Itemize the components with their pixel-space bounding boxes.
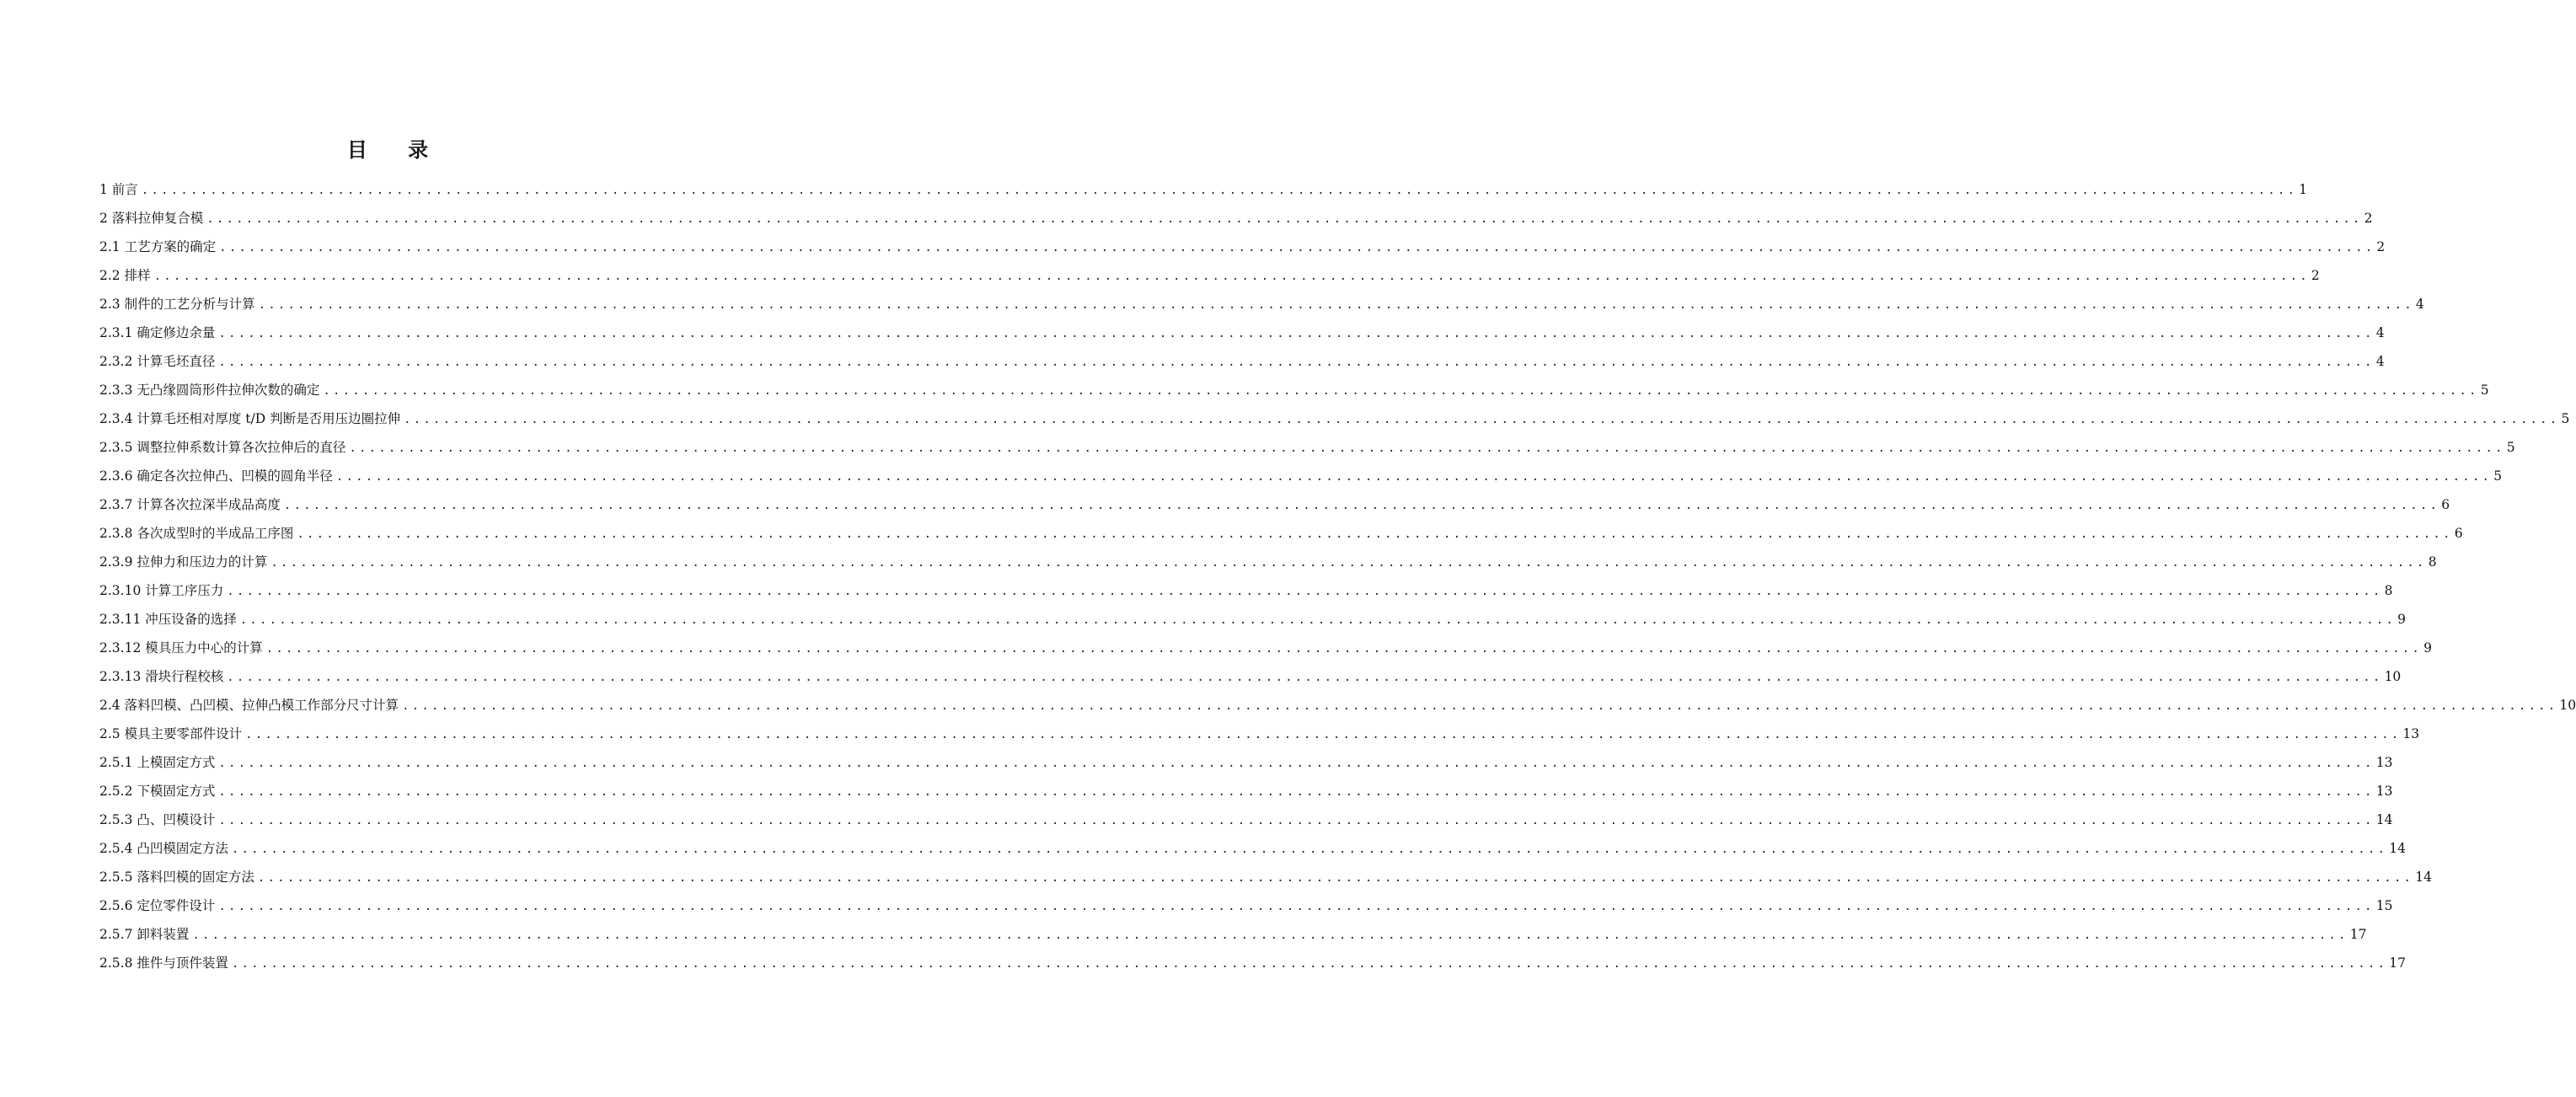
toc-dot-leader: ............................................................................................................................................................................................................................ [283,499,2440,512]
toc-dot-leader: ............................................................................................................................................................................................................................ [257,871,2414,885]
toc-dot-leader: ............................................................................................................................................................................................................................ [192,928,2348,942]
toc-entry-label: 2.3.3 无凸缘圆筒形件拉伸次数的确定 [99,383,320,398]
toc-entry-label: 2.3.2 计算毛坯直径 [99,354,216,369]
toc-entry-page-number: 4 [2375,325,2385,340]
toc-entry[interactable] [99,204,2373,233]
toc-list [99,175,2576,977]
toc-entry-page-number: 13 [2375,755,2393,770]
toc-entry-page-number: 9 [2397,612,2406,627]
toc-entry-label: 2.5.1 上模固定方式 [99,755,216,770]
toc-dot-leader: ............................................................................................................................................................................................................................ [218,900,2375,913]
toc-entry[interactable] [99,175,2307,204]
toc-entry-label: 2.3.1 确定修边余量 [99,325,216,340]
toc-entry-label: 2.5.3 凸、凹模设计 [99,812,216,827]
toc-entry-label: 2.5.5 落料凹模的固定方法 [99,870,254,885]
toc-entry[interactable] [99,490,2450,519]
toc-entry-label: 2.3.6 确定各次拉伸凸、凹模的圆角半径 [99,468,333,484]
toc-entry-page-number: 14 [2375,812,2393,827]
toc-dot-leader: ............................................................................................................................................................................................................................ [141,184,2298,197]
toc-entry-label: 2.3.9 拉伸力和压边力的计算 [99,554,268,570]
toc-dot-leader: ............................................................................................................................................................................................................................ [218,785,2375,799]
toc-entry-label: 2 落料拉伸复合模 [99,211,204,226]
toc-dot-leader: ............................................................................................................................................................................................................................ [404,413,2560,426]
toc-entry-page-number: 13 [2402,726,2420,741]
toc-entry-label: 2.1 工艺方案的确定 [99,239,217,254]
toc-dot-leader: ............................................................................................................................................................................................................................ [206,212,2363,226]
toc-entry[interactable] [99,805,2393,834]
toc-entry-label: 2.3.11 冲压设备的选择 [99,612,237,627]
toc-entry[interactable] [99,462,2503,490]
toc-entry[interactable] [99,634,2432,662]
toc-entry-label: 2.5 模具主要零部件设计 [99,726,243,741]
toc-entry[interactable] [99,576,2393,605]
toc-entry-label: 2.3.8 各次成型时的半成品工序图 [99,526,294,541]
toc-entry-page-number: 14 [2415,870,2432,885]
toc-entry-page-number: 5 [2493,468,2503,484]
toc-dot-leader: ............................................................................................................................................................................................................................ [227,585,2383,598]
toc-entry-page-number: 6 [2441,497,2450,512]
toc-entry-label: 1 前言 [99,182,138,197]
toc-entry-label: 2.3.10 计算工序压力 [99,583,224,598]
toc-dot-leader: ............................................................................................................................................................................................................................ [335,470,2493,484]
toc-entry-page-number: 8 [2384,583,2393,598]
toc-entry-label: 2.5.4 凸凹模固定方法 [99,841,228,856]
toc-dot-leader: ............................................................................................................................................................................................................................ [245,728,2402,741]
toc-dot-leader: ............................................................................................................................................................................................................................ [258,298,2414,312]
toc-entry[interactable] [99,777,2393,805]
toc-entry-page-number: 17 [2389,955,2406,971]
toc-entry-label: 2.5.7 卸料装置 [99,927,190,942]
toc-entry-page-number: 17 [2349,927,2367,942]
toc-entry-page-number: 6 [2454,526,2463,541]
toc-dot-leader: ............................................................................................................................................................................................................................ [323,384,2479,398]
toc-entry[interactable] [99,863,2432,891]
toc-entry-label: 2.3.4 计算毛坯相对厚度 t/D 判断是否用压边圈拉伸 [99,411,401,426]
toc-entry-page-number: 8 [2428,554,2437,570]
toc-entry-page-number: 5 [2480,383,2489,398]
toc-entry[interactable] [99,548,2437,576]
toc-dot-leader: ............................................................................................................................................................................................................................ [219,241,2375,254]
toc-dot-leader: ............................................................................................................................................................................................................................ [349,441,2505,455]
toc-entry[interactable] [99,605,2406,634]
toc-entry[interactable] [99,318,2385,347]
toc-entry-label: 2.5.2 下模固定方式 [99,784,216,799]
toc-entry-label: 2.4 落料凹模、凸凹模、拉伸凸模工作部分尺寸计算 [99,698,399,713]
toc-entry-page-number: 15 [2375,898,2393,913]
toc-dot-leader: ............................................................................................................................................................................................................................ [218,814,2375,827]
toc-entry-page-number: 13 [2375,784,2393,799]
toc-entry-page-number: 4 [2375,354,2385,369]
toc-entry[interactable] [99,891,2393,920]
toc-entry[interactable] [99,720,2420,748]
toc-entry-label: 2.3.13 滑块行程校核 [99,669,224,684]
toc-dot-leader: ............................................................................................................................................................................................................................ [270,556,2427,570]
toc-entry-label: 2.3 制件的工艺分析与计算 [99,297,255,312]
toc-dot-leader: ............................................................................................................................................................................................................................ [297,527,2453,541]
toc-entry[interactable] [99,347,2385,376]
toc-entry[interactable] [99,233,2386,261]
toc-entry-page-number: 4 [2415,297,2424,312]
toc-dot-leader: ............................................................................................................................................................................................................................ [231,843,2388,856]
toc-entry-label: 2.2 排样 [99,268,151,283]
toc-entry[interactable] [99,519,2463,548]
toc-entry-page-number: 5 [2561,411,2570,426]
toc-dot-leader: ............................................................................................................................................................................................................................ [218,757,2375,770]
toc-entry-label: 2.5.6 定位零件设计 [99,898,216,913]
toc-entry-label: 2.3.7 计算各次拉深半成品高度 [99,497,281,512]
toc-entry[interactable] [99,404,2570,433]
toc-dot-leader: ............................................................................................................................................................................................................................ [231,957,2388,971]
toc-entry[interactable] [99,261,2320,290]
toc-dot-leader: ............................................................................................................................................................................................................................ [218,356,2375,369]
toc-entry[interactable] [99,949,2406,977]
toc-dot-leader: ............................................................................................................................................................................................................................ [153,270,2310,283]
toc-entry[interactable] [99,834,2406,863]
toc-entry[interactable] [99,748,2393,777]
toc-entry-page-number: 2 [2376,239,2386,254]
toc-entry[interactable] [99,662,2402,691]
toc-entry[interactable] [99,290,2424,318]
toc-entry-page-number: 2 [2364,211,2373,226]
toc-entry-label: 2.3.5 调整拉伸系数计算各次拉伸后的直径 [99,440,346,455]
toc-dot-leader: ............................................................................................................................................................................................................................ [218,327,2375,340]
toc-entry[interactable] [99,433,2515,462]
toc-entry-page-number: 5 [2506,440,2515,455]
toc-entry[interactable] [99,691,2576,720]
toc-entry-page-number: 2 [2311,268,2320,283]
toc-entry-label: 2.3.12 模具压力中心的计算 [99,640,263,656]
toc-entry-page-number: 10 [2384,669,2402,684]
toc-entry-page-number: 10 [2559,698,2576,713]
toc-dot-leader: ............................................................................................................................................................................................................................ [265,642,2423,656]
toc-dot-leader: ............................................................................................................................................................................................................................ [402,699,2558,713]
toc-entry-page-number: 14 [2389,841,2406,856]
toc-entry-page-number: 9 [2423,640,2432,656]
toc-entry-label: 2.5.8 推件与顶件装置 [99,955,228,971]
toc-entry[interactable] [99,920,2367,949]
toc-dot-leader: ............................................................................................................................................................................................................................ [239,613,2397,627]
toc-dot-leader: ............................................................................................................................................................................................................................ [227,671,2383,684]
toc-entry-page-number: 1 [2299,182,2307,197]
toc-entry[interactable] [99,376,2489,404]
toc-title: 目 录 [346,138,446,162]
